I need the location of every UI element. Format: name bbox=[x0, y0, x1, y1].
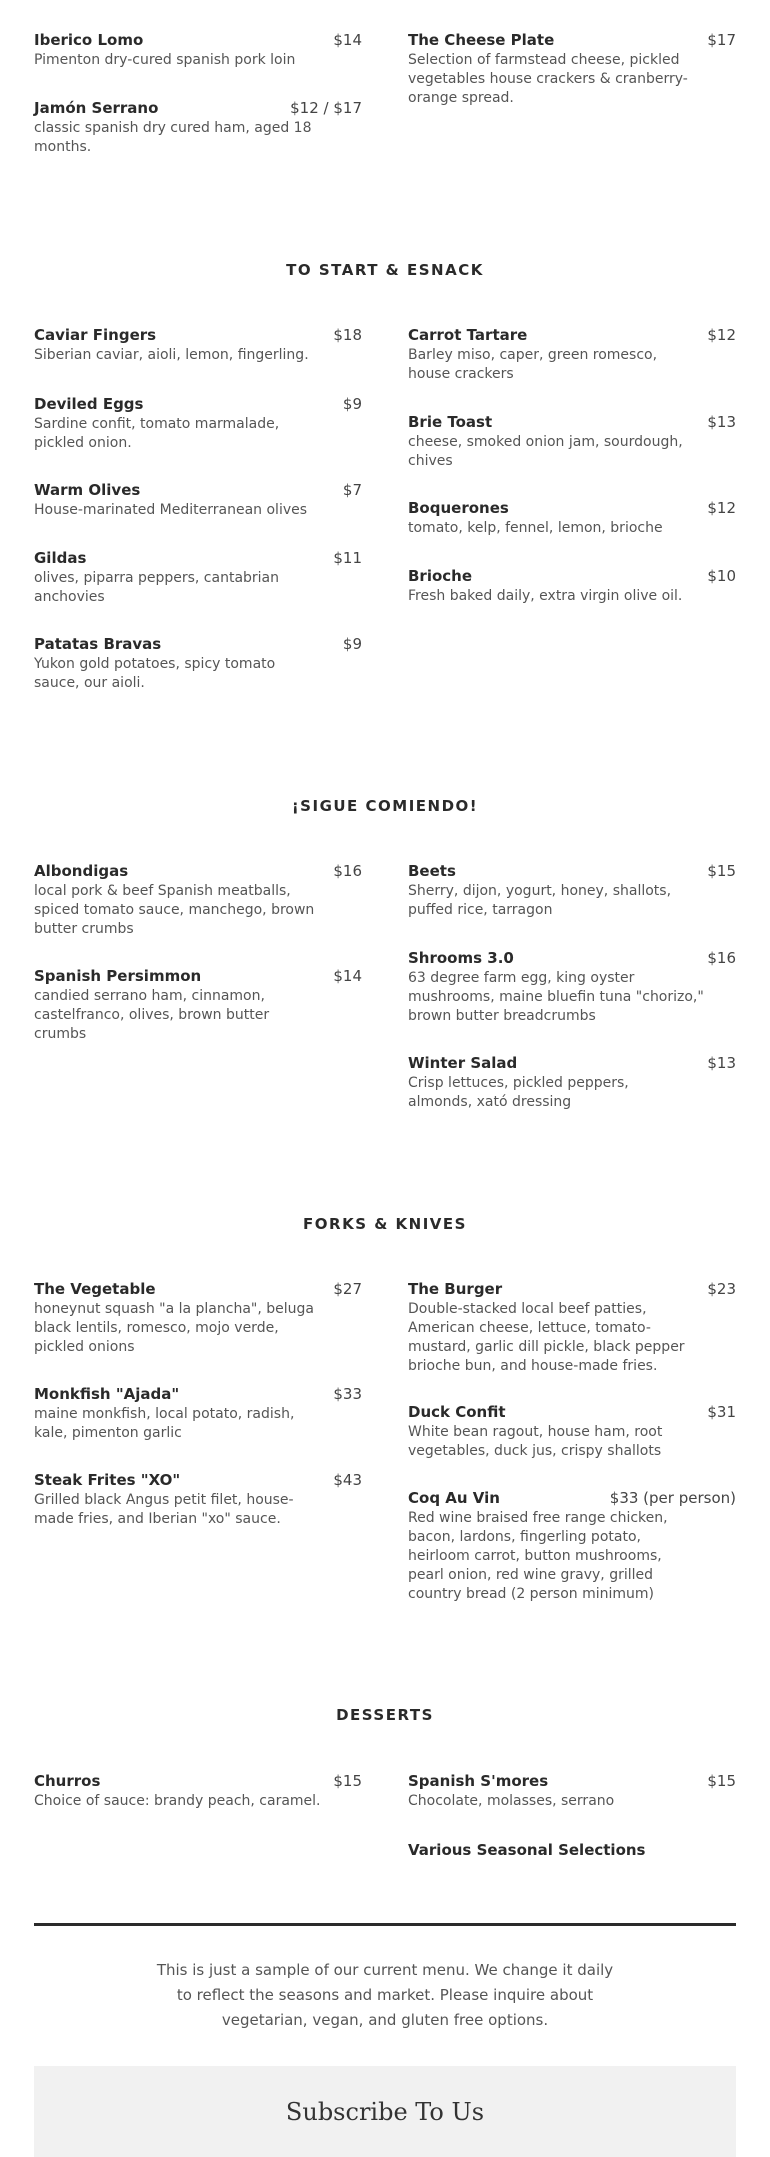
menu-item bbox=[408, 1488, 736, 1604]
item-name: The Vegetable bbox=[34, 1280, 156, 1298]
menu-disclaimer: This is just a sample of our current menu. We change it daily to reflect the seasons and market. Please inquire about vegetarian, vegan, and gluten free options. bbox=[156, 1961, 614, 2029]
menu-item bbox=[408, 412, 736, 471]
subscribe-title: Subscribe To Us bbox=[285, 2098, 485, 2126]
item-name: Monkfish "Ajada" bbox=[34, 1385, 180, 1403]
item-description: tomato, kelp, fennel, lemon, brioche bbox=[408, 520, 663, 536]
menu-item bbox=[34, 98, 362, 157]
item-name: Spanish Persimmon bbox=[34, 967, 202, 985]
item-name: Duck Confit bbox=[408, 1403, 506, 1421]
menu-item bbox=[34, 861, 362, 939]
item-description: Double-stacked local beef patties, American cheese, lettuce, tomato-mustard, garlic dill pickle, black pepper brioche bun, and house-made fries. bbox=[408, 1301, 685, 1374]
menu-item bbox=[408, 1053, 736, 1112]
item-description: Chocolate, molasses, serrano bbox=[408, 1793, 615, 1809]
footer-divider bbox=[34, 1923, 736, 1926]
menu-item bbox=[408, 1279, 736, 1376]
section-title-sigue-comiendo: ¡SIGUE COMIENDO! bbox=[291, 797, 479, 815]
item-price: $14 bbox=[333, 31, 362, 49]
item-description: Choice of sauce: brandy peach, caramel. bbox=[34, 1793, 321, 1809]
item-price: $13 bbox=[707, 1054, 736, 1072]
menu-item bbox=[408, 1402, 736, 1461]
item-price: $11 bbox=[333, 549, 362, 567]
item-description: Crisp lettuces, pickled peppers, almonds, xató dressing bbox=[408, 1075, 629, 1110]
item-price: $18 bbox=[333, 326, 362, 344]
menu-item bbox=[408, 325, 736, 384]
section-title-forks-knives: FORKS & KNIVES bbox=[303, 1215, 467, 1233]
item-description: White bean ragout, house ham, root vegetables, duck jus, crispy shallots bbox=[408, 1424, 663, 1459]
section-title-desserts: DESSERTS bbox=[336, 1706, 434, 1724]
item-description: Fresh baked daily, extra virgin olive oil. bbox=[408, 588, 683, 604]
item-price: $16 bbox=[333, 862, 362, 880]
menu-item bbox=[34, 480, 362, 520]
item-price: $9 bbox=[342, 635, 362, 653]
item-price: $43 bbox=[333, 1471, 362, 1489]
item-name: Beets bbox=[408, 862, 456, 880]
item-price: $15 bbox=[707, 862, 736, 880]
item-price: $16 bbox=[707, 949, 736, 967]
item-name: Patatas Bravas bbox=[34, 635, 162, 653]
item-description: cheese, smoked onion jam, sourdough, chives bbox=[408, 434, 683, 469]
item-name: Brioche bbox=[408, 567, 473, 585]
menu-item bbox=[34, 30, 362, 70]
item-price: $15 bbox=[333, 1772, 362, 1790]
menu-item bbox=[34, 548, 362, 607]
menu-item bbox=[34, 1470, 362, 1529]
item-name: Coq Au Vin bbox=[408, 1489, 500, 1507]
item-price: $12 bbox=[707, 326, 736, 344]
item-price: $13 bbox=[707, 413, 736, 431]
item-name: Carrot Tartare bbox=[408, 326, 528, 344]
item-name: Gildas bbox=[34, 549, 87, 567]
menu-item bbox=[34, 394, 362, 453]
menu-item bbox=[408, 861, 736, 920]
item-price: $31 bbox=[707, 1403, 736, 1421]
item-name: Boquerones bbox=[408, 499, 509, 517]
item-price: $14 bbox=[333, 967, 362, 985]
item-price: $27 bbox=[333, 1280, 362, 1298]
item-name: Winter Salad bbox=[408, 1054, 518, 1072]
item-price: $33 (per person) bbox=[609, 1489, 736, 1507]
item-price: $15 bbox=[707, 1772, 736, 1790]
item-description: maine monkfish, local potato, radish, kale, pimenton garlic bbox=[34, 1406, 295, 1441]
menu-item bbox=[408, 498, 736, 538]
item-price: $17 bbox=[707, 31, 736, 49]
menu-item bbox=[34, 325, 362, 365]
item-name: Caviar Fingers bbox=[34, 326, 157, 344]
item-name: Warm Olives bbox=[34, 481, 141, 499]
menu-item bbox=[408, 1771, 736, 1811]
item-price: $23 bbox=[707, 1280, 736, 1298]
item-price: $12 bbox=[707, 499, 736, 517]
item-description: classic spanish dry cured ham, aged 18 months. bbox=[34, 120, 312, 155]
item-description: honeynut squash "a la plancha", beluga black lentils, romesco, mojo verde, pickled onions bbox=[34, 1301, 314, 1355]
menu-item bbox=[408, 30, 736, 108]
subscribe-panel bbox=[34, 2066, 736, 2157]
item-name: Deviled Eggs bbox=[34, 395, 144, 413]
section-title-to-start: TO START & ESNACK bbox=[286, 261, 484, 279]
item-name: Various Seasonal Selections bbox=[408, 1841, 646, 1859]
item-description: Yukon gold potatoes, spicy tomato sauce, our aioli. bbox=[34, 656, 276, 691]
item-description: Red wine braised free range chicken, bacon, lardons, fingerling potato, heirloom carrot, button mushrooms, pearl onion, red wine gravy, grilled country bread (2 person minimum) bbox=[408, 1510, 668, 1602]
menu-item bbox=[34, 966, 362, 1044]
menu-item bbox=[408, 948, 736, 1026]
menu-item bbox=[408, 566, 736, 606]
item-description: Siberian caviar, aioli, lemon, fingerling. bbox=[34, 347, 309, 363]
menu-item bbox=[408, 1840, 736, 1860]
menu-item bbox=[34, 1279, 362, 1357]
item-name: The Burger bbox=[408, 1280, 503, 1298]
item-name: Steak Frites "XO" bbox=[34, 1471, 181, 1489]
item-description: Barley miso, caper, green romesco, house crackers bbox=[408, 347, 658, 382]
item-description: House-marinated Mediterranean olives bbox=[34, 502, 308, 518]
item-name: Spanish S'mores bbox=[408, 1772, 549, 1790]
item-price: $10 bbox=[707, 567, 736, 585]
item-description: Pimenton dry-cured spanish pork loin bbox=[34, 52, 296, 68]
item-description: Sherry, dijon, yogurt, honey, shallots, puffed rice, tarragon bbox=[408, 883, 672, 918]
item-name: Brie Toast bbox=[408, 413, 493, 431]
item-description: Grilled black Angus petit filet, house-made fries, and Iberian "xo" sauce. bbox=[34, 1492, 294, 1527]
item-description: Selection of farmstead cheese, pickled vegetables house crackers & cranberry-orange spread. bbox=[408, 52, 688, 106]
item-name: Iberico Lomo bbox=[34, 31, 144, 49]
item-description: olives, piparra peppers, cantabrian anchovies bbox=[34, 570, 280, 605]
item-description: 63 degree farm egg, king oyster mushrooms, maine bluefin tuna "chorizo," brown butter breadcrumbs bbox=[408, 970, 704, 1024]
item-price: $33 bbox=[333, 1385, 362, 1403]
menu-item bbox=[34, 634, 362, 693]
item-description: candied serrano ham, cinnamon, castelfranco, olives, brown butter crumbs bbox=[34, 988, 270, 1042]
item-name: Jamón Serrano bbox=[34, 99, 159, 117]
item-price: $7 bbox=[342, 481, 362, 499]
item-name: Albondigas bbox=[34, 862, 129, 880]
item-price: $12 / $17 bbox=[290, 99, 362, 117]
menu-item bbox=[34, 1384, 362, 1443]
item-name: Shrooms 3.0 bbox=[408, 949, 514, 967]
item-description: local pork & beef Spanish meatballs, spiced tomato sauce, manchego, brown butter crumbs bbox=[34, 883, 315, 937]
item-name: The Cheese Plate bbox=[408, 31, 555, 49]
item-description: Sardine confit, tomato marmalade, pickled onion. bbox=[34, 416, 280, 451]
item-name: Churros bbox=[34, 1772, 101, 1790]
item-price: $9 bbox=[342, 395, 362, 413]
menu-item bbox=[34, 1771, 362, 1811]
